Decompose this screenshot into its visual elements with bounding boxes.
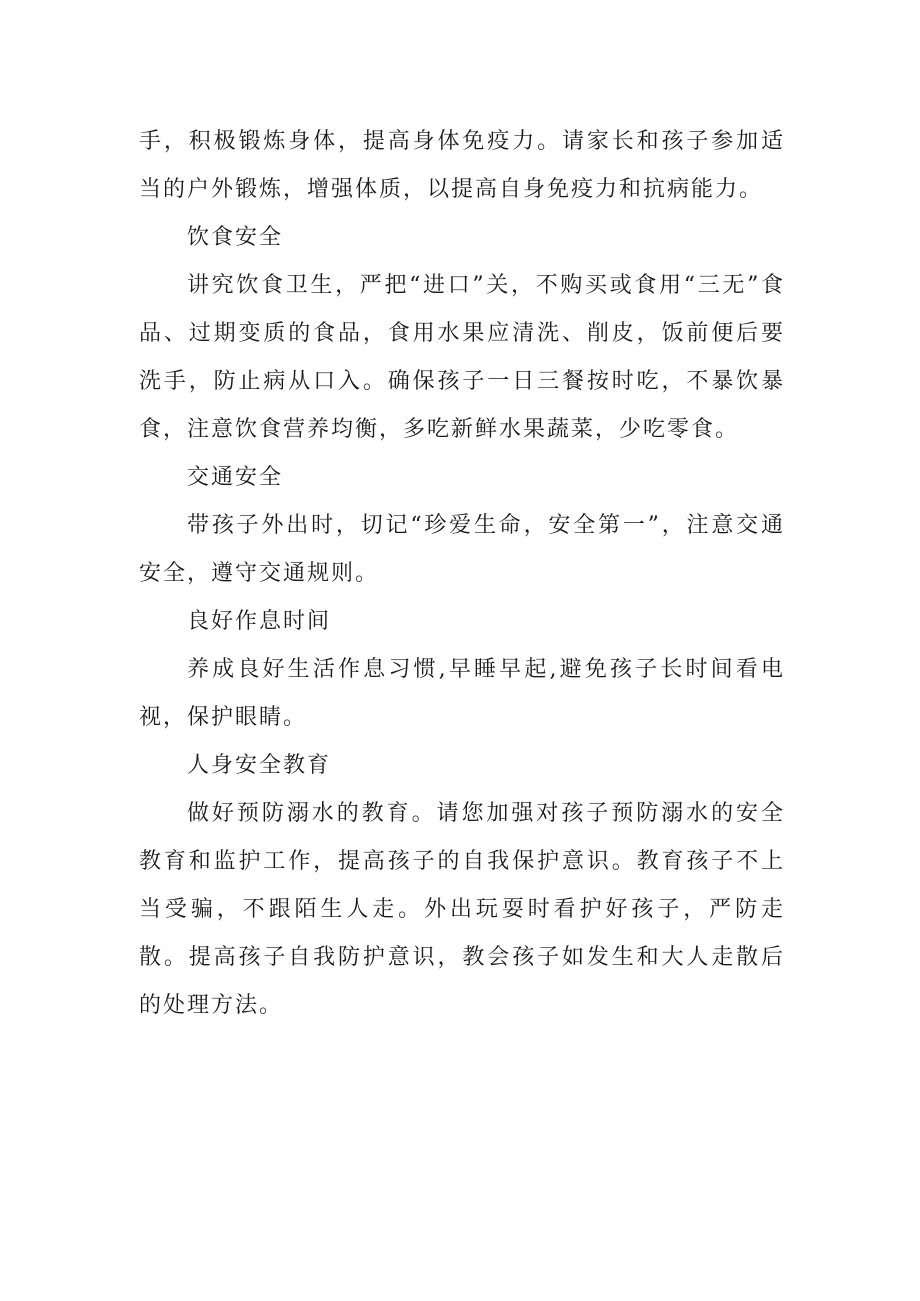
paragraph-immunity-continued: 手，积极锻炼身体，提高身体免疫力。请家长和孩子参加适当的户外锻炼，增强体质，以提高自身免疫力和抗病能力。	[139, 129, 785, 202]
heading-traffic-safety: 交通安全	[187, 465, 284, 490]
paragraph-food-safety: 讲究饮食卫生，严把“进口”关，不购买或食用“三无”食品、过期变质的食品，食用水果应清洗、削皮，饭前便后要洗手，防止病从口入。确保孩子一日三餐按时吃，不暴饮暴食，注意饮食营养均衡，多吃新鲜水果蔬菜，少吃零食。	[139, 273, 785, 442]
heading-daily-routine: 良好作息时间	[187, 609, 332, 634]
document-body	[139, 118, 785, 1030]
paragraph-daily-routine: 养成良好生活作息习惯,早睡早起,避免孩子长时间看电视，保护眼睛。	[139, 657, 785, 730]
paragraph-traffic-safety: 带孩子外出时，切记“珍爱生命，安全第一”，注意交通安全，遵守交通规则。	[139, 513, 785, 586]
heading-personal-safety: 人身安全教育	[187, 753, 332, 778]
heading-food-safety: 饮食安全	[187, 225, 284, 250]
paragraph-personal-safety: 做好预防溺水的教育。请您加强对孩子预防溺水的安全教育和监护工作，提高孩子的自我保护意识。教育孩子不上当受骗，不跟陌生人走。外出玩耍时看护好孩子，严防走散。提高孩子自我防护意识，教会孩子如发生和大人走散后的处理方法。	[139, 801, 785, 1018]
